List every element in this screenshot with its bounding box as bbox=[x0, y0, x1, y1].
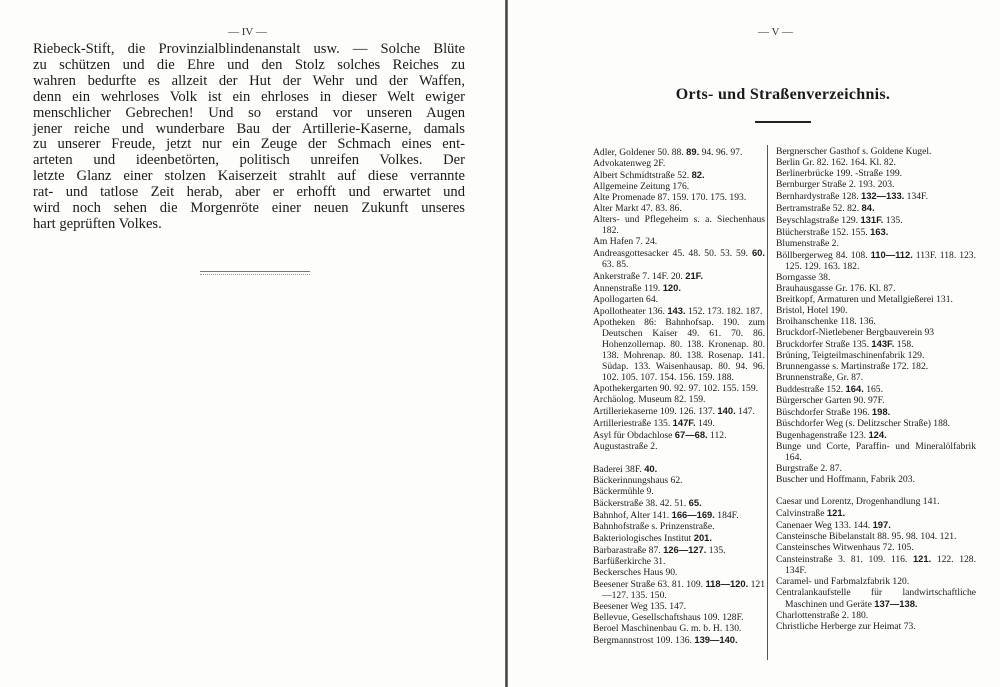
index-entry bbox=[776, 338, 976, 350]
bold-page-ref: 82. bbox=[691, 169, 705, 180]
index-entry bbox=[776, 395, 976, 406]
entry-text: Blumenstraße 2. bbox=[776, 238, 839, 249]
ornamental-divider bbox=[200, 271, 310, 275]
index-entry bbox=[593, 383, 765, 394]
index-entry bbox=[776, 305, 976, 316]
entry-text: Bahnhofstraße s. Prinzenstraße. bbox=[593, 521, 715, 532]
entry-text: Baderei 38F. bbox=[593, 464, 645, 475]
index-entry bbox=[776, 496, 976, 507]
index-entry bbox=[593, 282, 765, 294]
bold-page-ref: 89. bbox=[686, 146, 700, 157]
entry-text: Blücherstraße 152. 155. bbox=[776, 227, 871, 238]
index-entry bbox=[593, 532, 765, 544]
entry-text: Breitkopf, Armaturen und Metallgießerei 131. bbox=[776, 294, 953, 305]
entry-text: Allgemeine Zeitung 176. bbox=[593, 181, 690, 192]
entry-text: Brauhausgasse Gr. 176. Kl. 87. bbox=[776, 283, 896, 294]
entry-text: Cansteinstraße 3. 81. 109. 116. bbox=[776, 554, 913, 565]
paragraph-line: menschlicher Gebrechen! Und so erstand vor unseren Augen bbox=[33, 104, 465, 121]
entry-text: Centralankaufstelle für landwirtschaftliche Maschinen und Geräte bbox=[776, 587, 976, 610]
entry-text: Alter Markt 47. 83. 86. bbox=[593, 203, 682, 214]
index-entry bbox=[776, 214, 976, 226]
entry-text: Brunnenstraße, Gr. 87. bbox=[776, 372, 864, 383]
index-entry bbox=[593, 601, 765, 612]
entry-text: Büschdorfer Weg (s. Delitzscher Straße) 188. bbox=[776, 418, 951, 429]
paragraph-line: Riebeck-Stift, die Provinzialblindenanstalt usw. — Solche Blüte bbox=[33, 41, 465, 57]
entry-text: Ankerstraße 7. 14F. 20. bbox=[593, 271, 686, 282]
index-entry bbox=[776, 372, 976, 383]
entry-text: 63. 85. bbox=[602, 259, 629, 270]
index-entry bbox=[776, 610, 976, 621]
entry-text: Artilleriestraße 135. bbox=[593, 418, 673, 429]
entry-text: Caramel- und Farbmalzfabrik 120. bbox=[776, 576, 910, 587]
paragraph-line: jener reiche und wunderbare Bau der Artillerie-Kaserne, damals bbox=[33, 120, 465, 137]
entry-text: 121—127. 135. 150. bbox=[602, 579, 765, 601]
index-entry bbox=[593, 544, 765, 556]
entry-text: Brüning, Teigteilmaschinenfabrik 129. bbox=[776, 350, 925, 361]
bold-page-ref: 163. bbox=[870, 226, 889, 237]
entry-text: Apothekergarten 90. 92. 97. 102. 155. 159. bbox=[593, 383, 759, 394]
index-entry bbox=[776, 441, 976, 463]
entry-text: Borngasse 38. bbox=[776, 272, 831, 283]
entry-text: Brunnengasse s. Martinstraße 172. 182. bbox=[776, 361, 929, 372]
page-number: — IV — bbox=[228, 26, 267, 38]
index-entry bbox=[776, 249, 976, 272]
entry-text: Bunge und Corte, Paraffin- und Mineralölfabrik 164. bbox=[776, 441, 976, 463]
bold-page-ref: 197. bbox=[872, 519, 891, 530]
entry-text: 158. bbox=[894, 339, 914, 350]
bold-page-ref: 126—127. bbox=[663, 544, 707, 555]
index-entry bbox=[776, 361, 976, 372]
entry-text: Bäckermühle 9. bbox=[593, 486, 654, 497]
entry-text: Bellevue, Gesellschaftshaus 109. 128F. bbox=[593, 612, 744, 623]
bold-page-ref: 140. bbox=[717, 405, 736, 416]
entry-text: Barbarastraße 87. bbox=[593, 545, 664, 556]
index-entry bbox=[776, 531, 976, 542]
index-entry bbox=[593, 146, 765, 158]
entry-text: Berlinerbrücke 199. -Straße 199. bbox=[776, 168, 903, 179]
index-entry bbox=[593, 317, 765, 383]
index-entry bbox=[593, 567, 765, 578]
entry-text: Bahnhof, Alter 141. bbox=[593, 510, 672, 521]
bold-page-ref: 198. bbox=[871, 406, 891, 417]
index-entry bbox=[593, 169, 765, 181]
bold-page-ref: 121. bbox=[912, 553, 932, 564]
index-entry bbox=[593, 236, 765, 247]
index-entry bbox=[776, 226, 976, 238]
entry-text: Broihanschenke 118. 136. bbox=[776, 316, 876, 327]
entry-text: Archäolog. Museum 82. 159. bbox=[593, 394, 706, 405]
entry-text: Bruckdorfer Straße 135. bbox=[776, 339, 872, 350]
entry-text: Bernhardystraße 128. bbox=[776, 191, 861, 202]
index-entry bbox=[776, 429, 976, 441]
index-entry bbox=[776, 553, 976, 576]
entry-text: Albert Schmidtstraße 52. bbox=[593, 170, 692, 181]
paragraph-line: wahren bedurfte es allzeit der Hut der Wehr und der Waffen, bbox=[33, 72, 465, 89]
index-entry bbox=[776, 474, 976, 485]
entry-text: Apollogarten 64. bbox=[593, 294, 659, 305]
index-entry bbox=[776, 542, 976, 553]
index-entry bbox=[593, 247, 765, 270]
entry-text: Christliche Herberge zur Heimat 73. bbox=[776, 621, 916, 632]
entry-text: 135. bbox=[883, 215, 903, 226]
paragraph-line: arteten und ideenbetörten, politisch unreifen Volkes. Der bbox=[33, 152, 465, 169]
index-entry bbox=[776, 519, 976, 531]
index-entry bbox=[776, 168, 976, 179]
bold-page-ref: 139—140. bbox=[694, 634, 738, 645]
entry-text: 152. 173. 182. 187. bbox=[685, 306, 763, 317]
bold-page-ref: 118—120. bbox=[705, 578, 749, 589]
entry-text: Andreasgottesacker 45. 48. 50. 53. 59. bbox=[593, 248, 752, 259]
entry-text: Apollotheater 136. bbox=[593, 306, 668, 317]
index-entry bbox=[593, 203, 765, 214]
entry-text: Charlottenstraße 2. 180. bbox=[776, 610, 869, 621]
index-entry bbox=[776, 350, 976, 361]
index-entry bbox=[593, 294, 765, 305]
entry-text: Bürgerscher Garten 90. 97F. bbox=[776, 395, 885, 406]
body-paragraph bbox=[33, 42, 465, 233]
entry-text: Beesener Straße 63. 81. 109. bbox=[593, 579, 706, 590]
index-entry bbox=[593, 429, 765, 441]
index-entry bbox=[593, 181, 765, 192]
index-entry bbox=[776, 587, 976, 610]
index-entry bbox=[593, 509, 765, 521]
bold-page-ref: 60. bbox=[751, 247, 765, 258]
entry-text: Alters- und Pflegeheim s. a. Siechenhaus 182. bbox=[593, 214, 765, 236]
bold-page-ref: 21F. bbox=[685, 270, 703, 281]
entry-text: Calvinstraße bbox=[776, 508, 827, 519]
entry-text: Bristol, Hotel 190. bbox=[776, 305, 848, 316]
entry-text: Bugenhagenstraße 123. bbox=[776, 430, 869, 441]
entry-text: Burgstraße 2. 87. bbox=[776, 463, 842, 474]
entry-text: 112. bbox=[707, 430, 727, 441]
bold-page-ref: 137—138. bbox=[874, 598, 918, 609]
index-entry bbox=[593, 214, 765, 236]
bold-page-ref: 164. bbox=[845, 383, 864, 394]
index-entry bbox=[776, 383, 976, 395]
index-entry bbox=[776, 238, 976, 249]
entry-text: Böllbergerweg 84. 108. bbox=[776, 250, 871, 261]
index-entry bbox=[776, 507, 976, 519]
entry-text: Apotheken 86: Bahnhofsap. 190. zum Deutschen Kaiser 49. 61. 70. 86. Hohenzollernap. 80. 138. Kronenap. 80. 138. Mohrenap. 80. 138. Rosenap. 141. Südap. 133. Waisenhausap. 80. 94. 96. 102. 105. 107. 154. 156. 159. 188. bbox=[593, 317, 765, 383]
index-column-2 bbox=[776, 146, 976, 632]
entry-text: Bergmannstrost 109. 136. bbox=[593, 635, 695, 646]
index-heading: Orts- und Straßenverzeichnis. bbox=[675, 86, 891, 103]
entry-text: 149. bbox=[695, 418, 715, 429]
paragraph-line: hart geprüften Volkes. bbox=[33, 215, 162, 232]
bold-page-ref: 147F. bbox=[672, 417, 696, 428]
page-number: — V — bbox=[758, 26, 794, 38]
entry-text: Bäckerinnungshaus 62. bbox=[593, 475, 683, 486]
entry-text: Berlin Gr. 82. 162. 164. Kl. 82. bbox=[776, 157, 896, 168]
entry-text: Am Hafen 7. 24. bbox=[593, 236, 658, 247]
bold-page-ref: 67—68. bbox=[674, 429, 708, 440]
bold-page-ref: 132—133. bbox=[861, 190, 905, 201]
entry-text: Büschdorfer Straße 196. bbox=[776, 407, 872, 418]
entry-text: Augustastraße 2. bbox=[593, 441, 658, 452]
bold-page-ref: 143. bbox=[667, 305, 686, 316]
paragraph-line: zu unserer Freude, jetzt nur ein Zeuge der Schmach eines ent- bbox=[33, 136, 465, 153]
entry-text: Cansteinsche Bibelanstalt 88. 95. 98. 104. 121. bbox=[776, 531, 957, 542]
entry-text: Beyschlagstraße 129. bbox=[776, 215, 861, 226]
bold-page-ref: 124. bbox=[868, 429, 887, 440]
index-entry bbox=[593, 475, 765, 486]
bold-page-ref: 143F. bbox=[871, 338, 895, 349]
entry-text: 135. bbox=[706, 545, 726, 556]
index-entry bbox=[776, 576, 976, 587]
index-entry bbox=[776, 621, 976, 632]
bold-page-ref: 65. bbox=[688, 497, 702, 508]
index-entry bbox=[593, 623, 765, 634]
entry-text: Alte Promenade 87. 159. 170. 175. 193. bbox=[593, 192, 747, 203]
bold-page-ref: 40. bbox=[644, 463, 658, 474]
index-entry bbox=[593, 270, 765, 282]
entry-text: Adler, Goldener 50. 88. bbox=[593, 147, 687, 158]
entry-text: Beesener Weg 135. 147. bbox=[593, 601, 687, 612]
index-entry bbox=[593, 463, 765, 475]
index-entry bbox=[593, 486, 765, 497]
entry-text: 94. 96. 97. bbox=[699, 147, 743, 158]
paragraph-line: rat- und tatlose Zeit herab, aber er erhofft und erwartet und bbox=[33, 184, 465, 201]
entry-text: 122. 128. 134F. bbox=[785, 554, 977, 576]
bold-page-ref: 84. bbox=[861, 202, 875, 213]
index-entry bbox=[593, 612, 765, 623]
index-entry bbox=[776, 294, 976, 305]
bold-page-ref: 166—169. bbox=[671, 509, 715, 520]
entry-text: Buscher und Hoffmann, Fabrik 203. bbox=[776, 474, 915, 485]
entry-text: Beroel Maschinenbau G. m. b. H. 130. bbox=[593, 623, 742, 634]
index-entry bbox=[776, 327, 976, 338]
index-entry bbox=[776, 190, 976, 202]
paragraph-line: wird noch sehen die Morgenröte einer neuen Zukunft unseres bbox=[33, 200, 465, 217]
index-entry bbox=[776, 157, 976, 168]
index-entry bbox=[776, 272, 976, 283]
paragraph-line: zu schützen und die Ehre und den Stolz solches Reiches zu bbox=[33, 56, 465, 73]
entry-text: 113F. 118. 123. 125. 129. 163. 182. bbox=[785, 250, 976, 272]
entry-text: Asyl für Obdachlose bbox=[593, 430, 675, 441]
index-entry bbox=[776, 406, 976, 418]
index-entry bbox=[776, 418, 976, 429]
index-entry bbox=[593, 192, 765, 203]
right-page bbox=[508, 0, 1000, 687]
entry-text: Beckersches Haus 90. bbox=[593, 567, 678, 578]
column-divider bbox=[767, 145, 768, 660]
entry-text: Canenaer Weg 133. 144. bbox=[776, 520, 873, 531]
bold-page-ref: 131F. bbox=[860, 214, 884, 225]
entry-text: Caesar und Lorentz, Drogenhandlung 141. bbox=[776, 496, 940, 507]
entry-text: Cansteinsches Witwenhaus 72. 105. bbox=[776, 542, 914, 553]
index-entry bbox=[776, 202, 976, 214]
index-entry bbox=[593, 634, 765, 646]
index-entry bbox=[776, 463, 976, 474]
index-entry bbox=[776, 179, 976, 190]
entry-text: 165. bbox=[863, 384, 883, 395]
bold-page-ref: 110—112. bbox=[870, 249, 913, 260]
entry-text: Barfüßerkirche 31. bbox=[593, 556, 666, 567]
index-entry bbox=[776, 283, 976, 294]
heading-rule bbox=[755, 121, 811, 123]
paragraph-line: letzte Glanz einer stolzen Kaiserzeit strahlt auf diese verrannte bbox=[33, 168, 465, 185]
bold-page-ref: 121. bbox=[826, 507, 846, 518]
entry-text: Advokatenweg 2F. bbox=[593, 158, 666, 169]
index-entry bbox=[593, 521, 765, 532]
entry-text: Bernburger Straße 2. 193. 203. bbox=[776, 179, 895, 190]
bold-page-ref: 201. bbox=[693, 532, 712, 543]
index-entry bbox=[593, 394, 765, 405]
entry-text: Bakteriologisches Institut bbox=[593, 533, 694, 544]
index-entry bbox=[776, 316, 976, 327]
index-entry bbox=[593, 556, 765, 567]
entry-text: Bäckerstraße 38. 42. 51. bbox=[593, 498, 689, 509]
section-gap bbox=[593, 452, 765, 463]
section-gap bbox=[776, 485, 976, 496]
entry-text: Buddestraße 152. bbox=[776, 384, 846, 395]
entry-text: Annenstraße 119. bbox=[593, 283, 663, 294]
index-entry bbox=[593, 441, 765, 452]
entry-text: Artilleriekaserne 109. 126. 137. bbox=[593, 406, 718, 417]
entry-text: Bertramstraße 52. 82. bbox=[776, 203, 862, 214]
bold-page-ref: 120. bbox=[662, 282, 681, 293]
index-entry bbox=[593, 578, 765, 601]
entry-text: Bruckdorf-Nietlebener Bergbauverein 93 bbox=[776, 327, 935, 338]
index-entry bbox=[593, 497, 765, 509]
entry-text: 184F. bbox=[714, 510, 739, 521]
index-entry bbox=[776, 146, 976, 157]
entry-text: 147. bbox=[735, 406, 755, 417]
index-entry bbox=[593, 417, 765, 429]
index-entry bbox=[593, 158, 765, 169]
index-entry bbox=[593, 405, 765, 417]
paragraph-line: denn ein wehrloses Volk ist ein ehrloses in dieser Welt ewiger bbox=[33, 88, 465, 105]
entry-text: Bergnerscher Gasthof s. Goldene Kugel. bbox=[776, 146, 932, 157]
index-column-1 bbox=[593, 146, 765, 646]
index-entry bbox=[593, 305, 765, 317]
entry-text: 134F. bbox=[904, 191, 929, 202]
